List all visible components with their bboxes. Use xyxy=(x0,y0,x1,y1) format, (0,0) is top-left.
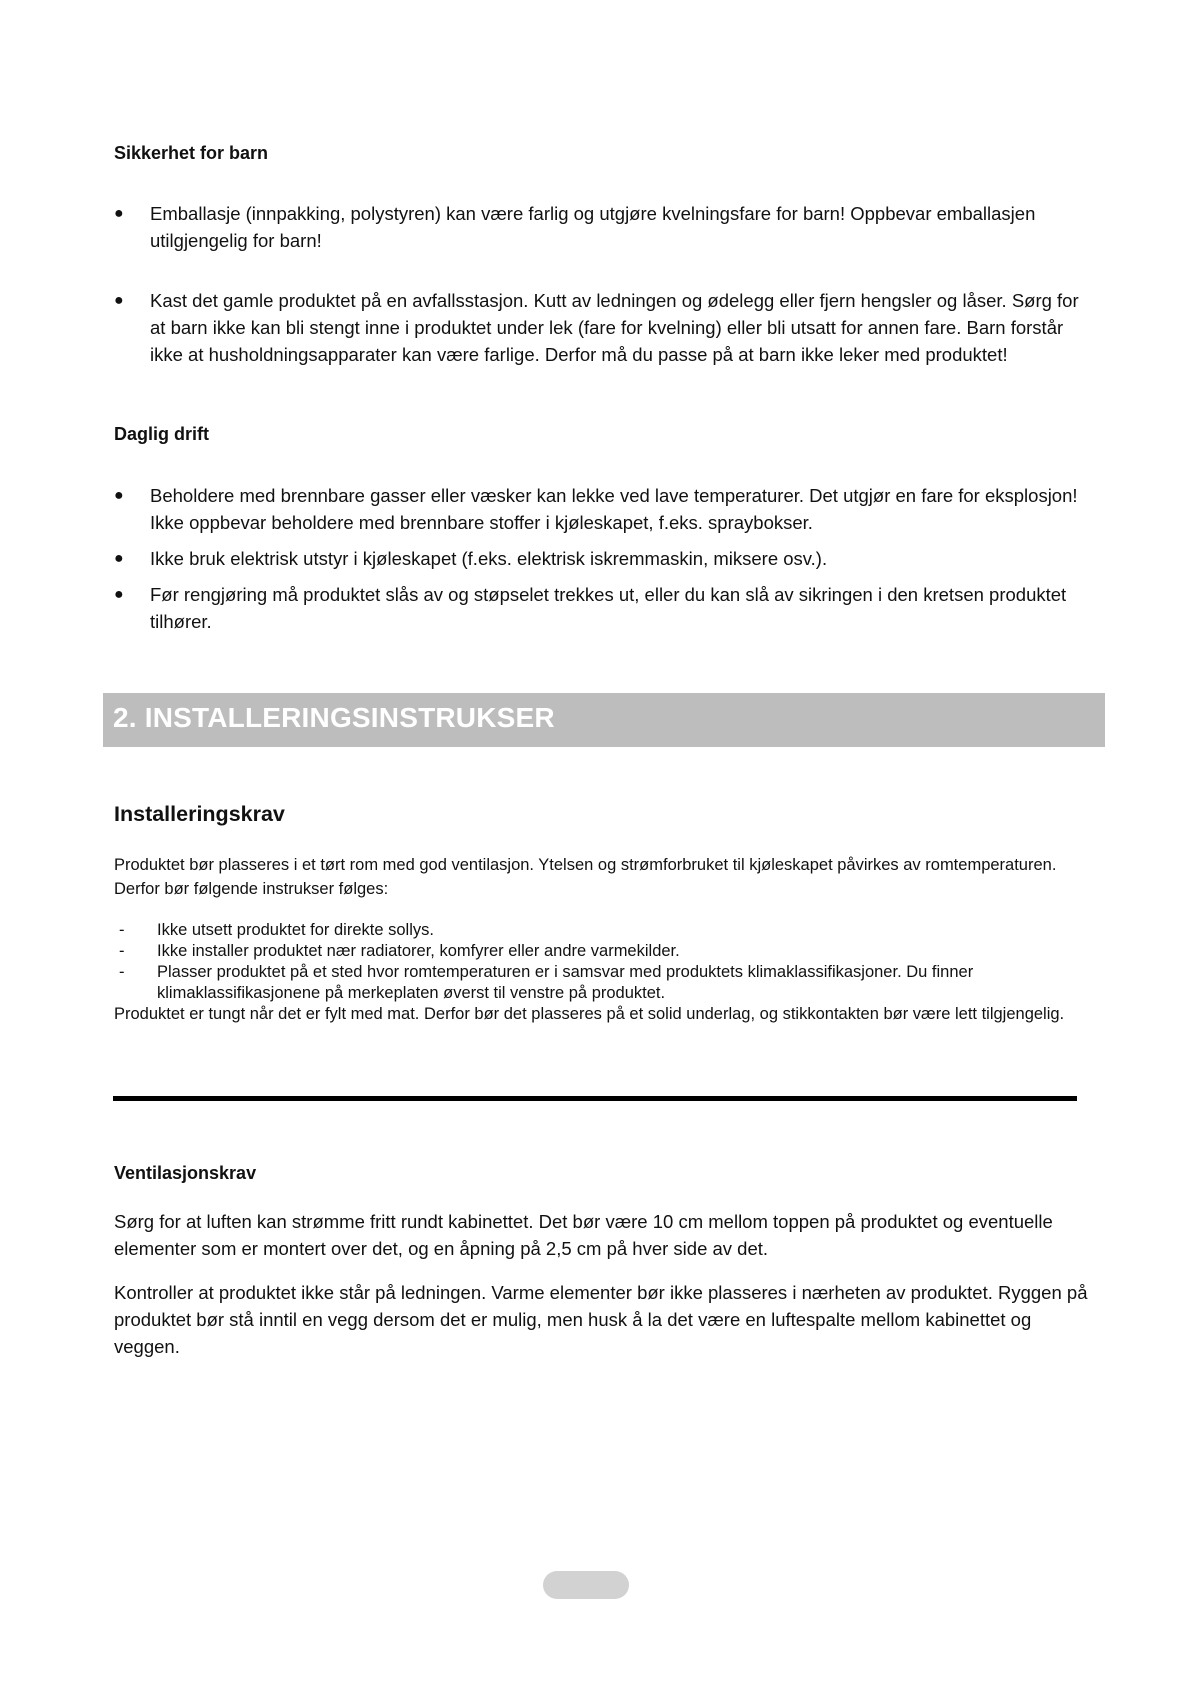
bullet-icon: ● xyxy=(114,292,124,309)
bullet-icon: ● xyxy=(114,550,124,567)
section-header-bar xyxy=(103,693,1105,747)
dash-icon: - xyxy=(119,921,125,939)
installation-requirements-list xyxy=(114,920,1074,1004)
dash-icon: - xyxy=(119,942,125,960)
list-item-text: Ikke bruk elektrisk utstyr i kjøleskapet (f.eks. elektrisk iskremmaskin, miksere osv.). xyxy=(150,548,828,569)
list-item xyxy=(114,941,1074,962)
list-item xyxy=(114,545,1084,572)
list-item xyxy=(114,200,1084,254)
list-item-text: Før rengjøring må produktet slås av og støpselet trekkes ut, eller du kan slå av sikringen i den kretsen produktet tilhører. xyxy=(150,584,1067,632)
list-item xyxy=(114,920,1074,941)
list-item xyxy=(114,482,1084,536)
list-item-text: Plasser produktet på et sted hvor romtemperaturen er i samsvar med produktets klimaklassifikasjoner. Du finner klimaklassifikasjonene på merkeplaten øverst til venstre på produktet. xyxy=(157,963,974,1002)
horizontal-divider xyxy=(113,1096,1077,1101)
child-safety-heading: Sikkerhet for barn xyxy=(114,143,269,163)
dash-icon: - xyxy=(119,963,125,981)
list-item xyxy=(114,581,1084,635)
installation-intro: Produktet bør plasseres i et tørt rom med god ventilasjon. Ytelsen og strømforbruket til kjøleskapet påvirkes av romtemperaturen. Derfor bør følgende instrukser følges: xyxy=(114,856,1057,898)
ventilation-heading: Ventilasjonskrav xyxy=(114,1163,257,1183)
list-item xyxy=(114,287,1084,368)
bullet-icon: ● xyxy=(114,487,124,504)
bullet-icon: ● xyxy=(114,586,124,603)
list-item xyxy=(114,962,1074,1004)
installation-heading: Installeringskrav xyxy=(114,802,285,826)
section-title: 2. INSTALLERINGSINSTRUKSER xyxy=(113,702,555,733)
page-number-badge xyxy=(543,1571,629,1599)
list-item-text: Kast det gamle produktet på en avfallsstasjon. Kutt av ledningen og ødelegg eller fjern hengsler og låser. Sørg for at barn ikke kan bli stengt inne i produktet under lek (fare for kvelning) eller bli utsatt for annen fare. Barn forstår ikke at husholdningsapparater kan være farlige. Derfor må du passe på at barn ikke leker med produktet! xyxy=(150,290,1079,365)
installation-outro: Produktet er tungt når det er fylt med mat. Derfor bør det plasseres på et solid underlag, og stikkontakten bør være lett tilgjengelig. xyxy=(114,1005,1065,1023)
list-item-text: Emballasje (innpakking, polystyren) kan være farlig og utgjøre kvelningsfare for barn! Oppbevar emballasjen utilgjengelig for barn! xyxy=(150,203,1036,251)
ventilation-paragraph: Sørg for at luften kan strømme fritt rundt kabinettet. Det bør være 10 cm mellom toppen på produktet og eventuelle elementer som er montert over det, og en åpning på 2,5 cm på hver side av det. xyxy=(114,1211,1053,1259)
ventilation-paragraph: Kontroller at produktet ikke står på ledningen. Varme elementer bør ikke plasseres i nærheten av produktet. Ryggen på produktet bør stå inntil en vegg dersom det er mulig, men husk å la det være en luftespalte mellom kabinettet og veggen. xyxy=(114,1282,1088,1357)
child-safety-list xyxy=(114,200,1084,368)
list-item-text: Ikke installer produktet nær radiatorer, komfyrer eller andre varmekilder. xyxy=(157,942,680,960)
bullet-icon: ● xyxy=(114,205,124,222)
list-item-text: Ikke utsett produktet for direkte sollys. xyxy=(157,921,434,939)
daily-operation-list xyxy=(114,482,1084,635)
daily-operation-heading: Daglig drift xyxy=(114,424,209,444)
list-item-text: Beholdere med brennbare gasser eller væsker kan lekke ved lave temperaturer. Det utgjør en fare for eksplosjon! Ikke oppbevar beholdere med brennbare stoffer i kjøleskapet, f.eks. spraybokser. xyxy=(150,485,1078,533)
